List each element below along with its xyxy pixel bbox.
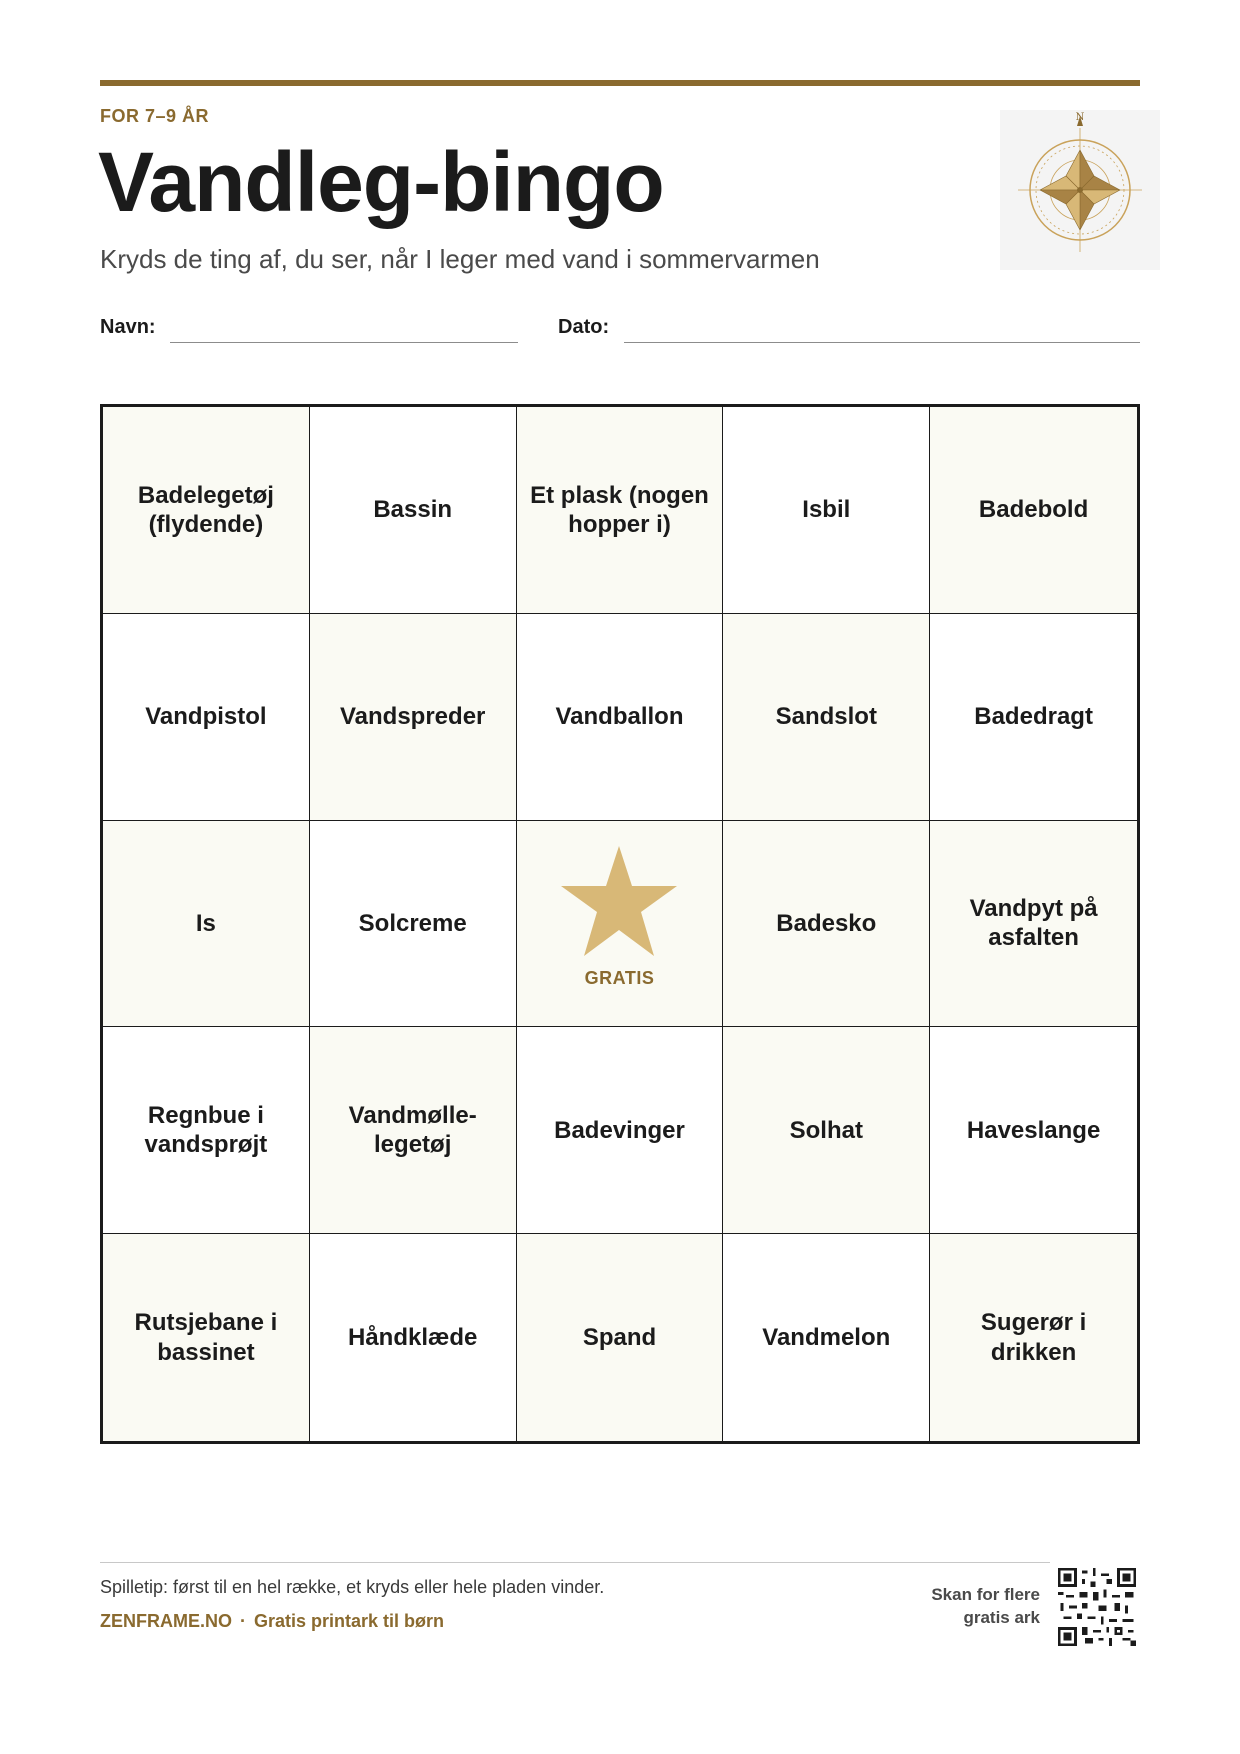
bingo-cell[interactable]: Badebold (930, 407, 1137, 614)
star-icon (558, 844, 680, 960)
bingo-cell[interactable]: Badesko (723, 821, 930, 1028)
bingo-cell[interactable]: Sugerør i drikken (930, 1234, 1137, 1441)
bingo-cell[interactable]: Solhat (723, 1027, 930, 1234)
bingo-cell[interactable]: Et plask (nogen hopper i) (517, 407, 724, 614)
free-label: GRATIS (584, 967, 655, 988)
bingo-cell[interactable]: Regnbue i vandsprøjt (103, 1027, 310, 1234)
bingo-cell[interactable]: Badedragt (930, 614, 1137, 821)
date-field[interactable] (624, 342, 1140, 343)
name-field[interactable] (170, 342, 518, 343)
bingo-cell[interactable]: Vandpyt på asfalten (930, 821, 1137, 1028)
date-label: Dato: (558, 316, 610, 338)
bingo-cell[interactable]: Badevinger (517, 1027, 724, 1234)
bingo-cell[interactable]: Vandballon (517, 614, 724, 821)
scan-text (900, 1584, 1040, 1630)
bingo-cell[interactable]: Sandslot (723, 614, 930, 821)
qr-code-icon[interactable] (1058, 1568, 1136, 1646)
svg-text:N: N (1075, 112, 1085, 123)
name-label: Navn: (100, 316, 156, 338)
bingo-cell[interactable]: Håndklæde (310, 1234, 517, 1441)
bingo-cell[interactable]: Badelegetøj (flydende) (103, 407, 310, 614)
bingo-cell[interactable]: Vandmelon (723, 1234, 930, 1441)
site-link[interactable]: ZENFRAME.NO (100, 1611, 232, 1631)
tagline: Gratis printark til børn (254, 1611, 445, 1631)
bingo-cell[interactable]: Solcreme (310, 821, 517, 1028)
game-tip: Spilletip: først til en hel række, et kryds eller hele pladen vinder. (100, 1577, 605, 1597)
bingo-cell[interactable]: Vandmølle-legetøj (310, 1027, 517, 1234)
bingo-cell[interactable]: Haveslange (930, 1027, 1137, 1234)
scan-line-2: gratis ark (963, 1607, 1040, 1627)
footer-brand (100, 1611, 444, 1632)
compass-rose-icon (1000, 110, 1160, 270)
top-rule (100, 80, 1140, 86)
free-space-cell[interactable] (517, 821, 724, 1028)
bingo-cell[interactable]: Isbil (723, 407, 930, 614)
bingo-cell[interactable]: Spand (517, 1234, 724, 1441)
bingo-cell[interactable]: Vandspreder (310, 614, 517, 821)
page-subtitle: Kryds de ting af, du ser, når I leger med vand i sommervarmen (100, 244, 820, 274)
scan-line-1: Skan for flere (931, 1585, 1040, 1604)
bingo-cell[interactable]: Rutsjebane i bassinet (103, 1234, 310, 1441)
footer-divider (100, 1562, 1050, 1563)
bingo-cell[interactable]: Bassin (310, 407, 517, 614)
page-title: Vandleg-bingo (98, 135, 664, 229)
bingo-cell[interactable]: Is (103, 821, 310, 1028)
age-label: FOR 7–9 ÅR (100, 106, 210, 126)
bingo-cell[interactable]: Vandpistol (103, 614, 310, 821)
separator: · (240, 1611, 246, 1631)
bingo-grid (100, 404, 1140, 1444)
